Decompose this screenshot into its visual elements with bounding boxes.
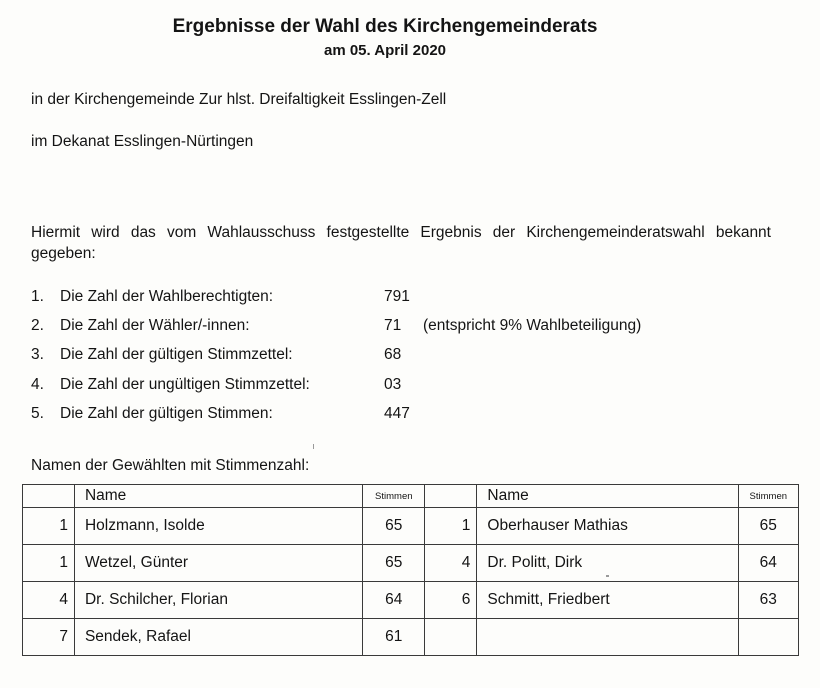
candidate-name: Dr. Schilcher, Florian: [74, 582, 362, 619]
statistic-label: Die Zahl der Wähler/-innen:: [60, 317, 250, 334]
elected-table: [22, 484, 799, 656]
elected-caption: Namen der Gewählten mit Stimmenzahl:: [31, 457, 310, 474]
votes-cell: 65: [363, 508, 425, 545]
votes-cell: 61: [363, 619, 425, 656]
statistic-label: Die Zahl der Wahlberechtigten:: [60, 288, 274, 305]
candidate-name: [477, 619, 738, 656]
votes-cell: [738, 619, 798, 656]
votes-cell: 64: [363, 582, 425, 619]
statistic-number: 5.: [31, 405, 44, 422]
candidate-name: Sendek, Rafael: [74, 619, 362, 656]
statistic-row: [0, 346, 780, 366]
statistic-value: 447: [384, 405, 410, 422]
statistic-label: Die Zahl der gültigen Stimmzettel:: [60, 346, 293, 363]
rank-header-cell: [425, 485, 477, 508]
votes-cell: 64: [738, 545, 798, 582]
statistic-note: (entspricht 9% Wahlbeteiligung): [423, 317, 642, 334]
statistic-row: [0, 288, 780, 308]
votes-cell: 63: [738, 582, 798, 619]
statistic-label: Die Zahl der gültigen Stimmen:: [60, 405, 273, 422]
rank-cell: 1: [23, 545, 75, 582]
statistic-row: [0, 405, 780, 425]
rank-cell: 4: [425, 545, 477, 582]
statistic-value: 68: [384, 346, 402, 363]
statistic-value: 791: [384, 288, 410, 305]
candidate-name: Oberhauser Mathias: [477, 508, 738, 545]
statistic-row: [0, 317, 780, 337]
rank-cell: 7: [23, 619, 75, 656]
candidate-name: Dr. Politt, Dirk: [477, 545, 738, 582]
statistic-row: [0, 376, 780, 396]
table-header-row: [23, 485, 799, 508]
statistic-number: 1.: [31, 288, 44, 305]
deanery-line: im Dekanat Esslingen-Nürtingen: [31, 133, 254, 150]
statistic-value: 03: [384, 376, 402, 393]
statistic-value: 71: [384, 317, 402, 334]
rank-cell: 1: [23, 508, 75, 545]
statistic-number: 2.: [31, 317, 44, 334]
candidate-name: Holzmann, Isolde: [74, 508, 362, 545]
intro-paragraph: Hiermit wird das vom Wahlausschuss festgestellte Ergebnis der Kirchengemeinderatswahl bekannt gegeben:: [31, 224, 771, 262]
name-header: Name: [477, 485, 738, 508]
name-header: Name: [74, 485, 362, 508]
table-row: [23, 619, 799, 656]
votes-header: Stimmen: [363, 485, 425, 508]
statistic-number: 3.: [31, 346, 44, 363]
table-row: [23, 582, 799, 619]
scan-speck: [313, 444, 314, 449]
rank-cell: 6: [425, 582, 477, 619]
candidate-name: Wetzel, Günter: [74, 545, 362, 582]
document-title: Ergebnisse der Wahl des Kirchengemeinderats: [172, 16, 598, 37]
parish-line: in der Kirchengemeinde Zur hlst. Dreifaltigkeit Esslingen-Zell: [31, 91, 447, 108]
election-date: am 05. April 2020: [323, 42, 446, 59]
statistic-label: Die Zahl der ungültigen Stimmzettel:: [60, 376, 310, 393]
table-row: [23, 545, 799, 582]
rank-cell: [425, 619, 477, 656]
table-row: [23, 508, 799, 545]
candidate-name: Schmitt, Friedbert: [477, 582, 738, 619]
statistic-number: 4.: [31, 376, 44, 393]
rank-cell: 1: [425, 508, 477, 545]
votes-cell: 65: [363, 545, 425, 582]
scan-speck: [606, 575, 609, 577]
votes-header: Stimmen: [738, 485, 798, 508]
rank-header-cell: [23, 485, 75, 508]
rank-cell: 4: [23, 582, 75, 619]
votes-cell: 65: [738, 508, 798, 545]
